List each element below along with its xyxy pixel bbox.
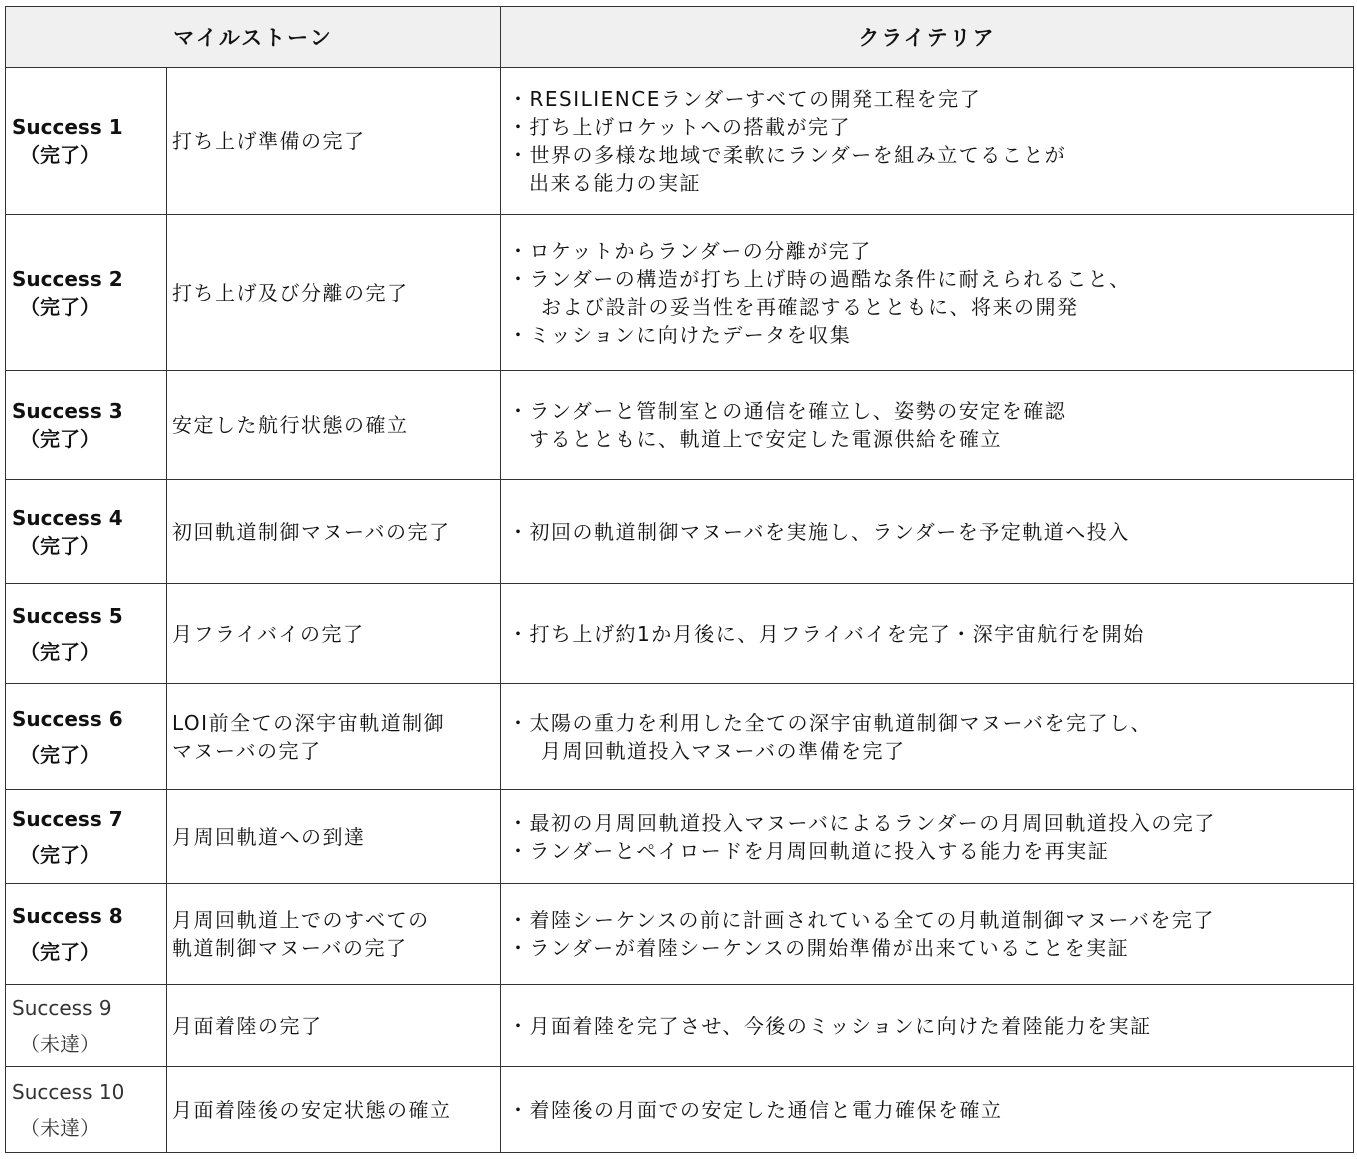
milestone-cell: [167, 584, 501, 684]
criteria-line: ・ランダーの構造が打ち上げ時の過酷な条件に耐えられること、: [508, 266, 1131, 291]
success-id-cell: [6, 480, 167, 584]
criteria-line: 出来る能力の実証: [529, 171, 701, 195]
status-badge: （完了）: [20, 639, 100, 664]
header-row: [6, 7, 1354, 68]
criteria-line: ・ミッションに向けたデータを収集: [508, 322, 852, 347]
milestone-text: 月周回軌道への到達: [172, 824, 366, 849]
milestone-text: 月面着陸の完了: [172, 1013, 323, 1038]
status-badge: （未達）: [20, 1031, 100, 1056]
status-badge: （完了）: [20, 742, 100, 767]
criteria-line: 月周回軌道投入マヌーバの準備を完了: [541, 738, 906, 763]
success-id: Success 5: [12, 603, 123, 628]
criteria-cell: [501, 68, 1354, 215]
success-id-cell: [6, 215, 167, 371]
milestone-cell: [167, 215, 501, 371]
criteria-line: するとともに、軌道上で安定した電源供給を確立: [529, 427, 1002, 451]
success-id: Success 8: [12, 904, 123, 928]
criteria-line: ・初回の軌道制御マヌーバを実施し、ランダーを予定軌道へ投入: [508, 519, 1130, 544]
milestone-cell: [167, 1067, 501, 1153]
criteria-line: ・着陸後の月面での安定した通信と電力確保を確立: [508, 1097, 1003, 1122]
success-id-cell: [6, 68, 167, 215]
criteria-line: ・打ち上げ約1か月後に、月フライバイを完了・深宇宙航行を開始: [508, 621, 1145, 646]
milestone-text: LOI前全ての深宇宙軌道制御: [172, 710, 446, 735]
table-row: [6, 1067, 1354, 1153]
success-id-cell: [6, 985, 167, 1067]
criteria-line: ・ランダーと管制室との通信を確立し、姿勢の安定を確認: [508, 399, 1067, 423]
status-badge: （完了）: [20, 143, 100, 167]
criteria-cell: [501, 371, 1354, 480]
criteria-line: ・ランダーが着陸シーケンスの開始準備が出来ていることを実証: [508, 936, 1130, 960]
criteria-cell: [501, 215, 1354, 371]
criteria-line: および設計の妥当性を再確認するとともに、将来の開発: [541, 294, 1079, 319]
milestone-cell: [167, 790, 501, 884]
success-id: Success 7: [12, 806, 123, 831]
milestone-text: 打ち上げ準備の完了: [172, 129, 366, 153]
success-id: Success 2: [12, 266, 123, 291]
status-badge: （完了）: [20, 294, 100, 319]
criteria-cell: [501, 584, 1354, 684]
criteria-line: ・着陸シーケンスの前に計画されている全ての月軌道制御マヌーバを完了: [508, 908, 1215, 932]
success-id: Success 4: [12, 505, 123, 530]
table-row: [6, 684, 1354, 790]
table-row: [6, 790, 1354, 884]
milestone-text: 打ち上げ及び分離の完了: [172, 280, 409, 305]
table-row: [6, 68, 1354, 215]
criteria-cell: [501, 985, 1354, 1067]
milestone-text: 安定した航行状態の確立: [172, 413, 409, 437]
criteria-cell: [501, 1067, 1354, 1153]
success-id: Success 10: [12, 1079, 125, 1104]
milestone-text: 初回軌道制御マヌーバの完了: [172, 519, 451, 544]
criteria-cell: [501, 480, 1354, 584]
criteria-line: ・ロケットからランダーの分離が完了: [508, 238, 872, 263]
table-row: [6, 371, 1354, 480]
status-badge: （完了）: [20, 842, 100, 867]
success-id: Success 9: [12, 995, 112, 1020]
criteria-header: クライテリア: [501, 7, 1354, 68]
milestone-cell: [167, 371, 501, 480]
status-badge: （未達）: [20, 1115, 100, 1140]
milestone-text: 軌道制御マヌーバの完了: [172, 936, 408, 960]
milestone-text: 月周回軌道上でのすべての: [172, 908, 430, 932]
criteria-cell: [501, 884, 1354, 985]
criteria-line: ・ランダーとペイロードを月周回軌道に投入する能力を再実証: [508, 838, 1110, 863]
milestone-cell: [167, 684, 501, 790]
criteria-line: ・太陽の重力を利用した全ての深宇宙軌道制御マヌーバを完了し、: [508, 710, 1152, 735]
table-row: [6, 985, 1354, 1067]
success-id-cell: [6, 371, 167, 480]
success-id-cell: [6, 884, 167, 985]
criteria-line: ・月面着陸を完了させ、今後のミッションに向けた着陸能力を実証: [508, 1013, 1152, 1038]
status-badge: （完了）: [20, 533, 100, 558]
milestone-cell: [167, 985, 501, 1067]
milestone-cell: [167, 68, 501, 215]
success-id-cell: [6, 790, 167, 884]
success-id: Success 3: [12, 399, 123, 423]
success-id-cell: [6, 1067, 167, 1153]
criteria-cell: [501, 790, 1354, 884]
criteria-cell: [501, 684, 1354, 790]
milestone-text: 月面着陸後の安定状態の確立: [172, 1097, 452, 1122]
table-row: [6, 480, 1354, 584]
criteria-line: ・RESILIENCEランダーすべての開発工程を完了: [508, 87, 982, 111]
table-row: [6, 884, 1354, 985]
milestone-table: [5, 6, 1354, 1153]
success-id-cell: [6, 684, 167, 790]
criteria-line: ・世界の多様な地域で柔軟にランダーを組み立てることが: [508, 143, 1067, 167]
milestone-text: マヌーバの完了: [172, 738, 322, 763]
milestone-header: マイルストーン: [6, 7, 501, 68]
milestone-cell: [167, 884, 501, 985]
success-id: Success 1: [12, 115, 123, 139]
status-badge: （完了）: [20, 427, 100, 451]
success-id: Success 6: [12, 706, 123, 731]
milestone-cell: [167, 480, 501, 584]
table-row: [6, 215, 1354, 371]
status-badge: （完了）: [20, 940, 100, 964]
criteria-line: ・打ち上げロケットへの搭載が完了: [508, 115, 851, 139]
criteria-line: ・最初の月周回軌道投入マヌーバによるランダーの月周回軌道投入の完了: [508, 810, 1216, 835]
success-id-cell: [6, 584, 167, 684]
table-row: [6, 584, 1354, 684]
milestone-text: 月フライバイの完了: [172, 621, 365, 646]
